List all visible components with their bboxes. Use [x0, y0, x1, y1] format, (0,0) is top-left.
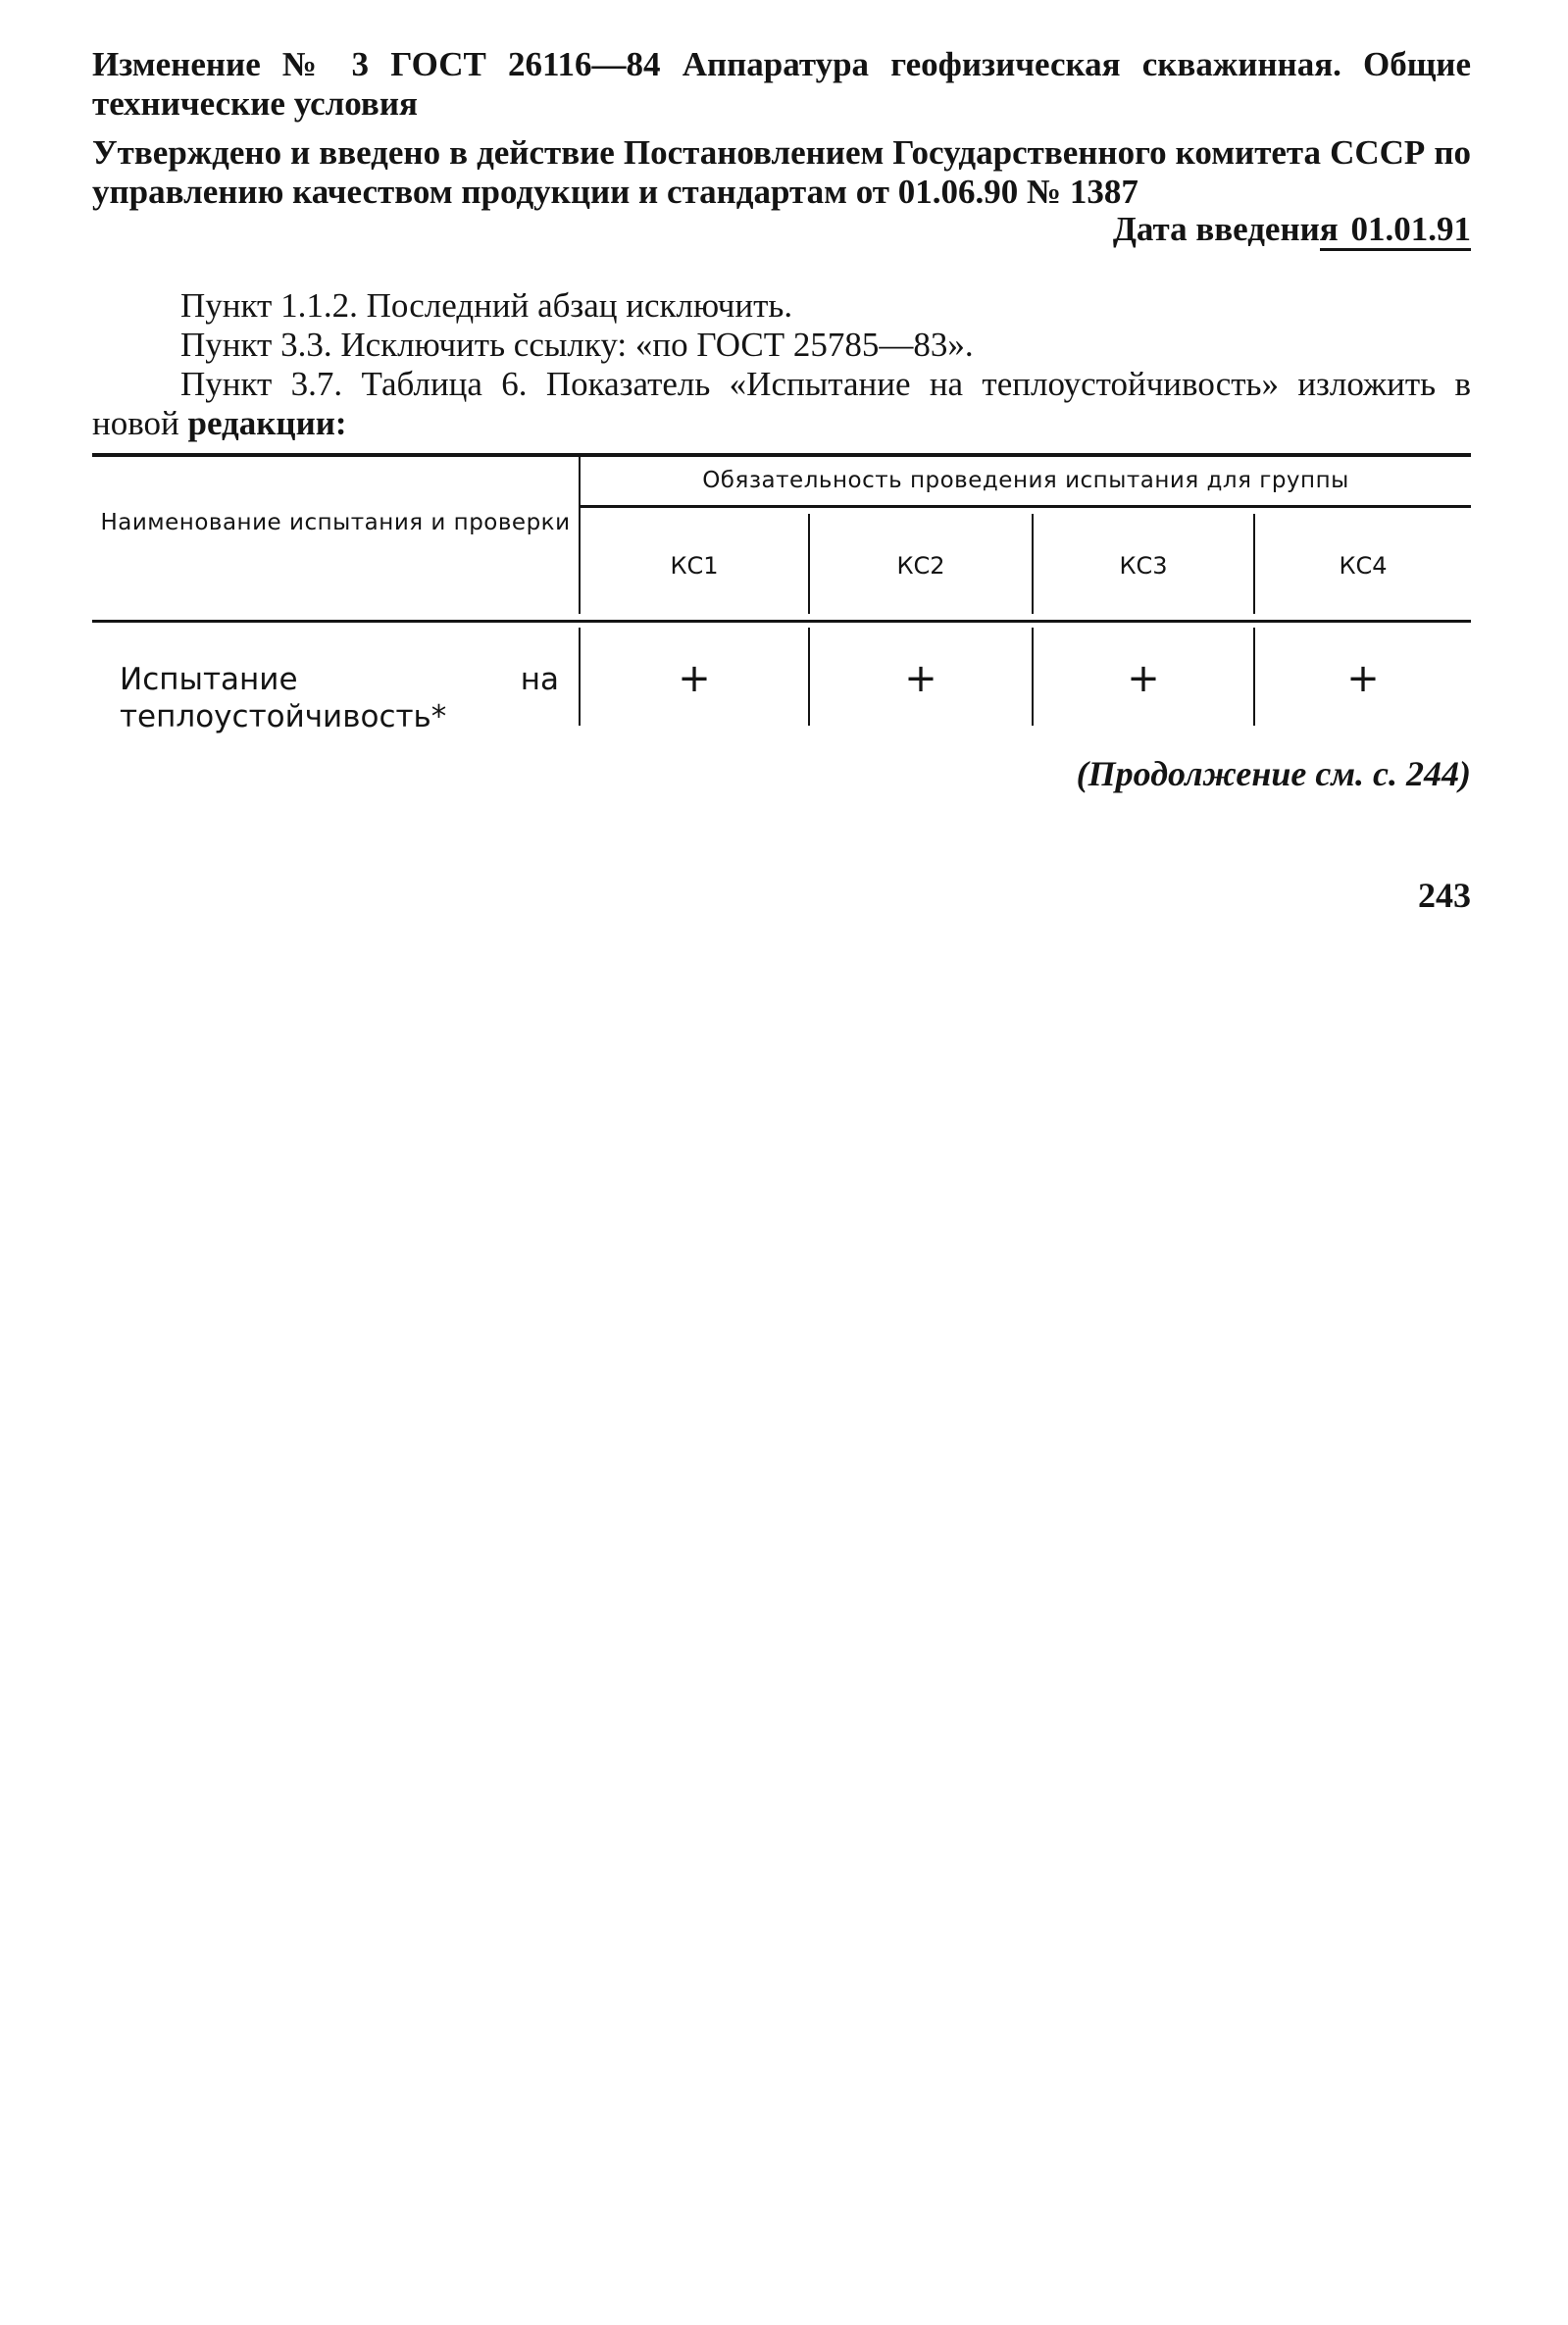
paragraph-1: Пункт 1.1.2. Последний абзац исключить.: [180, 286, 793, 325]
table-header-ks1: КС1: [670, 552, 719, 580]
paragraph-3: [92, 365, 1471, 443]
document-title: Изменение № 3 ГОСТ 26116—84 Аппаратура геофизическая скважинная. Общие технические условия: [92, 45, 1471, 123]
paragraph-3-text: Пункт 3.7. Таблица 6. Показатель «Испытание на теплоустойчивость» изложить в новой: [92, 365, 1471, 442]
paragraph-2: Пункт 3.3. Исключить ссылку: «по ГОСТ 25785—83».: [180, 326, 974, 364]
introduction-date-value: 01.01.91: [1350, 210, 1471, 248]
table-cell-ks3: +: [1127, 656, 1160, 701]
table-top-rule: [92, 453, 1471, 457]
table-cell-ks1: +: [678, 656, 711, 701]
date-underline: [1320, 248, 1471, 251]
table-cell-ks4: +: [1346, 656, 1380, 701]
table-header-ks4: КС4: [1339, 552, 1388, 580]
table-row-name: Испытание на теплоустойчивость*: [120, 662, 559, 734]
introduction-date: [1113, 210, 1471, 249]
approval-statement: Утверждено и введено в действие Постановлением Государственного комитета СССР по управлению качеством продукции и стандартам от 01.06.90 № 1387: [92, 133, 1471, 211]
continuation-note: (Продолжение см. с. 244): [1076, 754, 1471, 793]
table-header-ks2: КС2: [896, 552, 945, 580]
table-header-group: Обязательность проведения испытания для группы: [702, 468, 1349, 493]
introduction-date-label: Дата введения: [1112, 210, 1339, 248]
paragraph-3-bold-end: редакции:: [187, 404, 347, 442]
table-header-ks3: КС3: [1119, 552, 1168, 580]
table-header-name: Наименование испытания и проверки: [100, 510, 571, 535]
body-text: [92, 286, 1471, 443]
table-header-bottom-rule: [92, 620, 1471, 623]
table-group-rule: [581, 505, 1471, 508]
page-number: 243: [1418, 876, 1471, 915]
table-cell-ks2: +: [904, 656, 937, 701]
